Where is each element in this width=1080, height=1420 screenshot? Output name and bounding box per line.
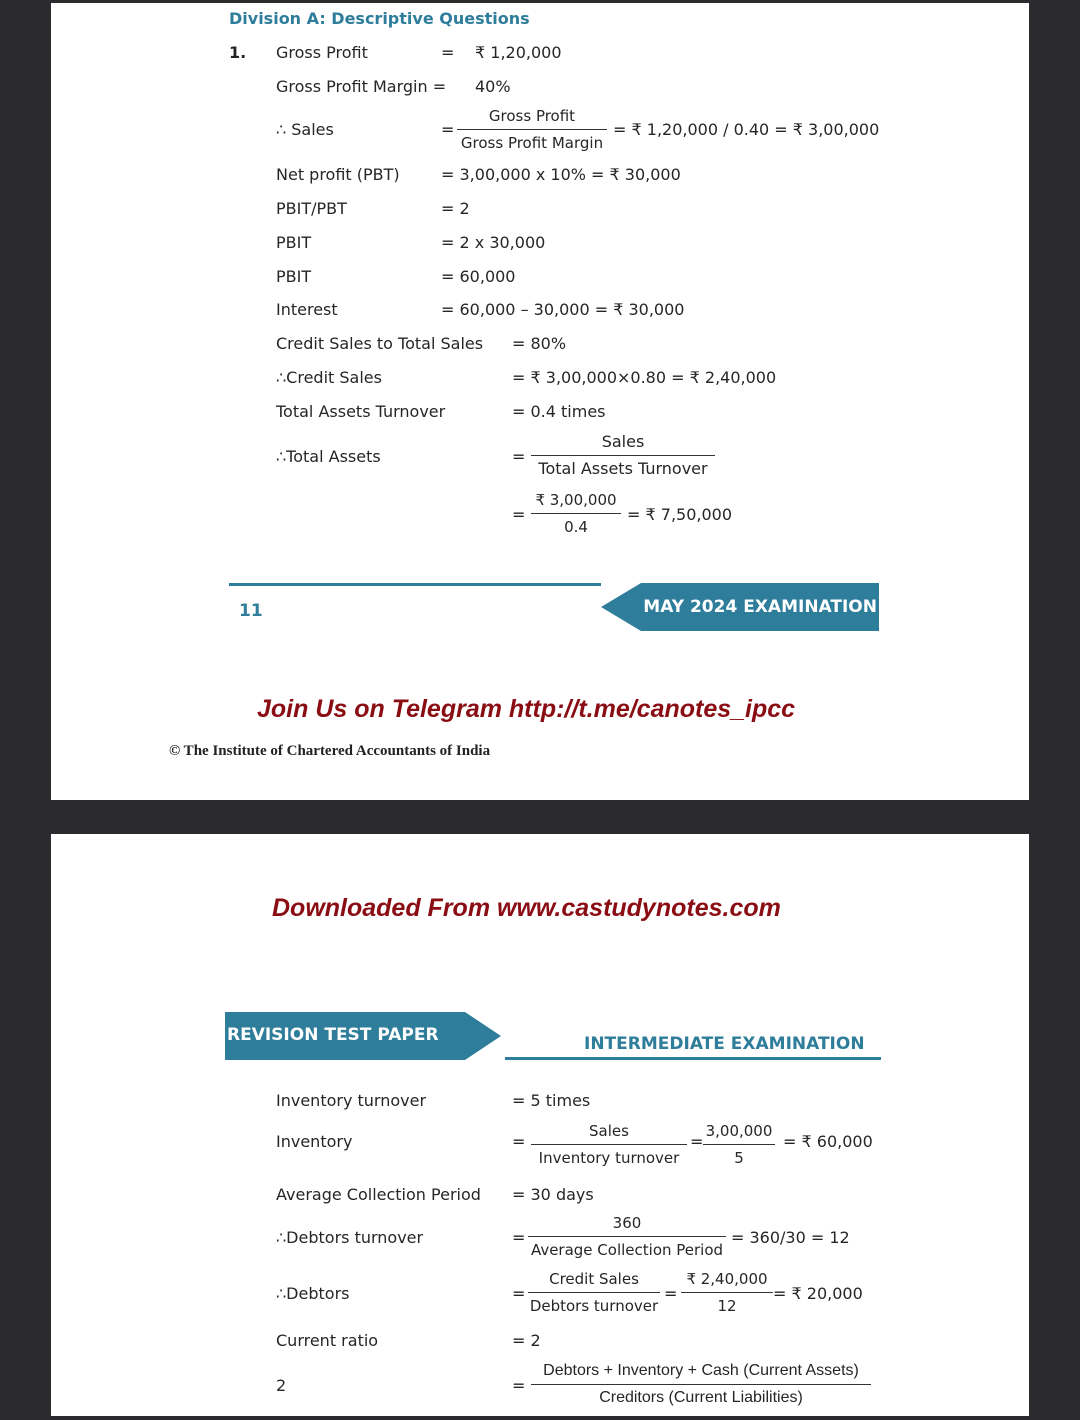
total-assets-fraction-2: [531, 491, 621, 536]
interest-label: Interest: [276, 300, 338, 319]
total-assets-eq: =: [512, 447, 526, 466]
exam-banner: [601, 583, 879, 631]
debtors-turnover-denominator: Average Collection Period: [530, 1241, 724, 1259]
pbit-value-2: = 60,000: [441, 267, 516, 286]
debtors-denominator: Debtors turnover: [529, 1297, 659, 1315]
interest-value: = 60,000 – 30,000 = ₹ 30,000: [441, 300, 685, 319]
net-profit-label: Net profit (PBT): [276, 165, 400, 184]
page-number: 11: [239, 601, 263, 621]
debtors-eq-2: =: [664, 1284, 678, 1303]
debtors-numerator: Credit Sales: [528, 1270, 660, 1293]
total-assets-result: = ₹ 7,50,000: [627, 505, 733, 524]
current-ratio-label: Current ratio: [276, 1331, 379, 1350]
inventory-fraction: [531, 1122, 687, 1167]
header-rule: [505, 1057, 881, 1060]
debtors-denominator-2: 12: [717, 1297, 737, 1315]
sales-fraction: [457, 107, 607, 152]
gross-profit-value: ₹ 1,20,000: [475, 43, 562, 62]
inventory-numerator-2: 3,00,000: [703, 1122, 775, 1145]
footer-rule: [229, 583, 601, 586]
two-label: 2: [276, 1376, 287, 1395]
sales-result: = ₹ 1,20,000 / 0.40 = ₹ 3,00,000: [613, 120, 880, 139]
downloaded-link[interactable]: Downloaded From www.castudynotes.com: [272, 894, 781, 922]
inter-label: INTERMEDIATE EXAMINATION: [584, 1034, 865, 1054]
credit-ratio-value: = 80%: [512, 334, 567, 353]
inventory-numerator: Sales: [531, 1122, 687, 1145]
pbit-value-1: = 2 x 30,000: [441, 233, 546, 252]
gross-profit-label: Gross Profit: [276, 43, 368, 62]
net-profit-value: = 3,00,000 x 10% = ₹ 30,000: [441, 165, 681, 184]
division-heading: Division A: Descriptive Questions: [229, 9, 530, 28]
pbit-pbt-label: PBIT/PBT: [276, 199, 347, 218]
rtp-banner: [225, 1012, 501, 1060]
debtors-turnover-fraction: [528, 1214, 726, 1259]
credit-ratio-label: Credit Sales to Total Sales: [276, 334, 484, 353]
total-assets-numerator: Sales: [531, 433, 715, 456]
total-assets-denominator-2: 0.4: [564, 518, 588, 536]
gp-margin-label: Gross Profit Margin =: [276, 77, 447, 96]
debtors-numerator-2: ₹ 2,40,000: [681, 1270, 773, 1293]
credit-sales-value: = ₹ 3,00,000×0.80 = ₹ 2,40,000: [512, 368, 777, 387]
acp-label: Average Collection Period: [276, 1185, 481, 1204]
credit-sales-label: ∴Credit Sales: [276, 368, 382, 387]
sales-label: ∴ Sales: [276, 120, 334, 139]
inventory-label: Inventory: [276, 1132, 353, 1151]
exam-banner-label: MAY 2024 EXAMINATION: [643, 597, 877, 617]
gross-profit-eq: =: [441, 43, 455, 62]
inv-turnover-label: Inventory turnover: [276, 1091, 427, 1110]
current-assets-numerator: Debtors + Inventory + Cash (Current Assets): [531, 1362, 871, 1385]
debtors-fraction-2: [681, 1270, 773, 1315]
debtors-label: ∴Debtors: [276, 1284, 350, 1303]
total-assets-eq-2: =: [512, 505, 526, 524]
two-eq: =: [512, 1376, 526, 1395]
telegram-link[interactable]: Join Us on Telegram http://t.me/canotes_ipcc: [257, 695, 796, 723]
debtors-turnover-numerator: 360: [528, 1214, 726, 1237]
inventory-denominator: Inventory turnover: [538, 1149, 680, 1167]
sales-denominator: Gross Profit Margin: [460, 134, 604, 152]
pbit-pbt-value: = 2: [441, 199, 470, 218]
debtors-fraction: [528, 1270, 660, 1315]
total-assets-numerator-2: ₹ 3,00,000: [531, 491, 621, 514]
page-2: [51, 834, 1029, 1416]
current-ratio-value: = 2: [512, 1331, 541, 1350]
inventory-denominator-2: 5: [734, 1149, 744, 1167]
inv-turnover-value: = 5 times: [512, 1091, 591, 1110]
pbit-label-1: PBIT: [276, 233, 312, 252]
rtp-label: REVISION TEST PAPER: [227, 1025, 439, 1045]
debtors-eq: =: [512, 1284, 526, 1303]
ta-turnover-label: Total Assets Turnover: [276, 402, 446, 421]
total-assets-fraction: [531, 433, 715, 478]
acp-value: = 30 days: [512, 1185, 594, 1204]
current-ratio-fraction: [531, 1362, 871, 1407]
page-1: [51, 3, 1029, 800]
rtp-arrow: [465, 1012, 501, 1060]
pbit-label-2: PBIT: [276, 267, 312, 286]
debtors-turnover-label: ∴Debtors turnover: [276, 1228, 424, 1247]
debtors-result: = ₹ 20,000: [773, 1284, 863, 1303]
inventory-fraction-2: [703, 1122, 775, 1167]
total-assets-label: ∴Total Assets: [276, 447, 381, 466]
question-number: 1.: [229, 43, 247, 62]
sales-numerator: Gross Profit: [457, 107, 607, 130]
gp-margin-value: 40%: [475, 77, 511, 96]
inventory-eq-2: =: [690, 1132, 704, 1151]
debtors-turnover-eq: =: [512, 1228, 526, 1247]
inventory-eq: =: [512, 1132, 526, 1151]
ta-turnover-value: = 0.4 times: [512, 402, 606, 421]
banner-arrow: [601, 583, 641, 631]
current-liabilities-denominator: Creditors (Current Liabilities): [599, 1389, 803, 1406]
sales-eq: =: [441, 120, 455, 139]
copyright: © The Institute of Chartered Accountants of India: [169, 743, 491, 759]
inventory-result: = ₹ 60,000: [783, 1132, 873, 1151]
total-assets-denominator: Total Assets Turnover: [538, 459, 708, 478]
debtors-turnover-result: = 360/30 = 12: [731, 1228, 850, 1247]
